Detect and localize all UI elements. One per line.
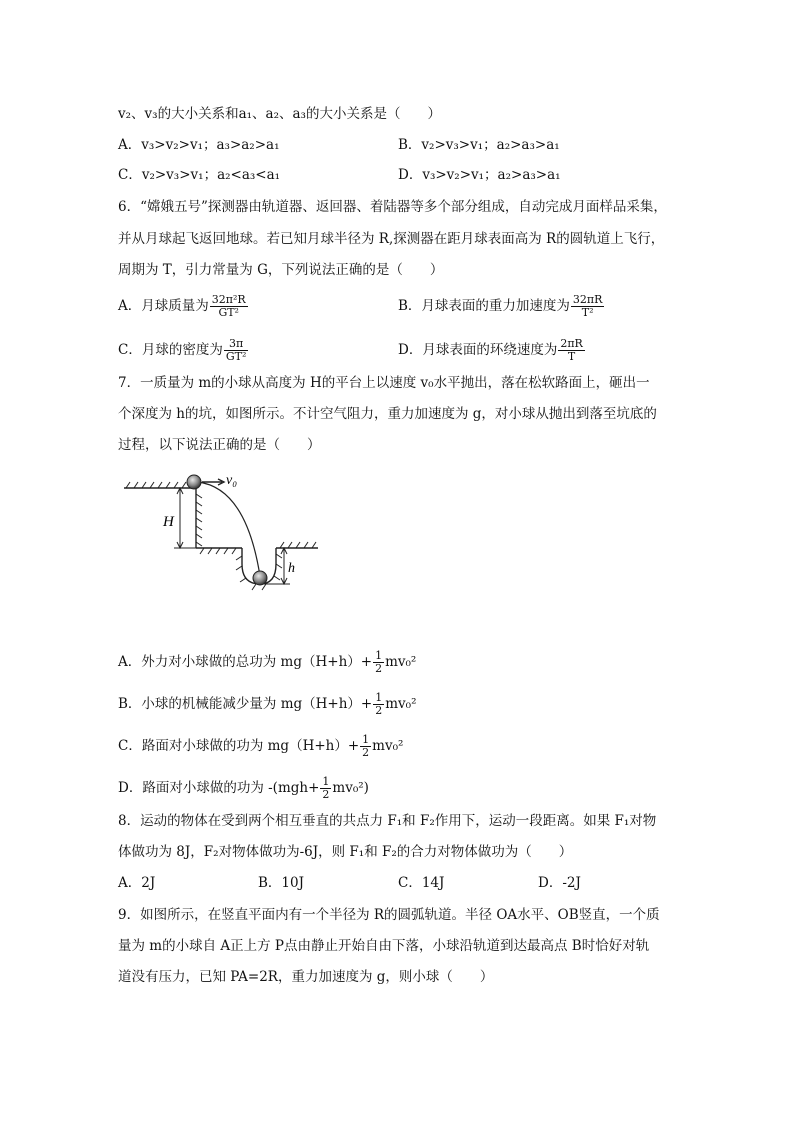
q6-line-3: 周期为 T，引力常量为 G，下列说法正确的是（ ） [118,262,444,278]
q5-option-b: B．v₂>v₃>v₁；a₂>a₃>a₁ [398,137,560,153]
q7-line-3: 过程，以下说法正确的是（ ） [118,437,321,453]
fraction-numerator: 32πR [572,293,603,306]
q9-line-3: 道没有压力，已知 PA=2R，重力加速度为 g，则小球（ ） [118,969,494,985]
fraction-denominator: GT² [225,350,247,363]
fraction-denominator: 2 [375,704,383,717]
q7-option-d-prefix: D．路面对小球做的功为 -(mgh+ [118,780,320,796]
fraction-denominator: T [567,350,576,363]
road-hatch-right [280,542,316,548]
q5-option-a: A．v₃>v₂>v₁；a₃>a₂>a₁ [118,137,280,153]
q7-line-1: 7．一质量为 m的小球从高度为 H的平台上以速度 v₀水平抛出，落在松软路面上，砸出一 [118,375,650,391]
q8-line-2: 体做功为 8J，F₂对物体做功为-6J，则 F₁和 F₂的合力对物体做功为（ ） [118,844,573,860]
q6-option-a [118,294,249,319]
q6-option-c-prefix: C．月球的密度为 [118,342,223,358]
q9-line-2: 量为 m的小球自 A正上方 P点由静止开始自由下落，小球沿轨道到达最高点 B时恰好对轨 [118,938,650,954]
q7-option-d-tail: mv₀²) [332,780,369,796]
q7-option-a [118,650,416,675]
q7-option-c-tail: mv₀² [372,738,404,754]
projectile-diagram [118,468,328,598]
half-fraction [373,650,384,675]
q7-option-c-prefix: C．路面对小球做的功为 mg（H+h）+ [118,738,360,754]
q7-option-b-prefix: B．小球的机械能减少量为 mg（H+h）+ [118,696,373,712]
q7-option-d [118,776,369,801]
q6-option-a-prefix: A．月球质量为 [118,298,209,314]
q7-line-2: 个深度为 h的坑，如图所示。不计空气阻力，重力加速度为 g，对小球从抛出到落至坑底的 [118,406,657,422]
q9-line-1: 9．如图所示，在竖直平面内有一个半径为 R的圆弧轨道。半径 OA水平、OB竖直，一个质 [118,907,660,923]
fraction-numerator: 1 [375,649,383,662]
q6-option-a-fraction [210,294,248,319]
q5-option-d: D．v₃>v₂>v₁；a₂>a₃>a₁ [398,167,561,183]
q7-option-c [118,734,403,759]
ball-start [187,475,201,489]
fraction-numerator: 3π [224,338,249,351]
fraction-denominator: T² [581,306,594,319]
q8-option-b: B．10J [258,875,305,891]
half-fraction [373,692,384,717]
projectile-figure [118,468,328,602]
q7-option-a-tail: mv₀² [385,654,417,670]
q6-option-d-fraction [558,338,585,363]
fraction-numerator: 1 [322,775,330,788]
q8-option-c: C．14J [398,875,445,891]
q8-option-d: D．-2J [538,875,581,891]
platform-hatch [126,482,186,488]
q5-stem-tail: v₂、v₃的大小关系和a₁、a₂、a₃的大小关系是（ ） [118,106,441,122]
q6-option-c-fraction [224,338,249,363]
label-h: h [288,561,295,576]
trajectory-curve [198,482,260,576]
wall-hatch [196,494,202,546]
fraction-numerator: 1 [362,733,370,746]
q6-option-b-prefix: B．月球表面的重力加速度为 [398,298,570,314]
q7-option-b-tail: mv₀² [385,696,417,712]
q6-option-c [118,338,249,363]
q7-option-a-prefix: A．外力对小球做的总功为 mg（H+h）+ [118,654,373,670]
q6-option-d [398,338,586,363]
half-fraction [360,734,371,759]
fraction-numerator: 1 [375,691,383,704]
fraction-denominator: GT² [218,306,239,319]
fraction-denominator: 2 [322,788,330,801]
q6-line-2: 并从月球起飞返回地球。若已知月球半径为 R,探测器在距月球表面高为 R的圆轨道上飞行， [118,231,665,247]
ball-end [253,571,267,585]
q8-option-a: A．2J [118,875,156,891]
q6-line-1: 6．“嫦娥五号”探测器由轨道器、返回器、着陆器等多个部分组成，自动完成月面样品采集， [118,199,667,215]
fraction-numerator: 32π²R [211,293,246,306]
q6-option-d-prefix: D．月球表面的环绕速度为 [398,342,558,358]
fraction-numerator: 2πR [560,337,583,350]
half-fraction [320,776,331,801]
q6-option-b [398,294,605,319]
fraction-denominator: 2 [362,746,370,759]
q8-line-1: 8．运动的物体在受到两个相互垂直的共点力 F₁和 F₂作用下，运动一段距离。如果 F₁对物 [118,813,657,829]
q5-option-c: C．v₂>v₃>v₁；a₂<a₃<a₁ [118,167,281,183]
label-H: H [163,514,174,530]
fraction-denominator: 2 [375,662,383,675]
label-v0: v₀ [226,473,238,488]
q6-option-b-fraction [571,294,605,319]
road-hatch-left [200,548,236,554]
q7-option-b [118,692,417,717]
